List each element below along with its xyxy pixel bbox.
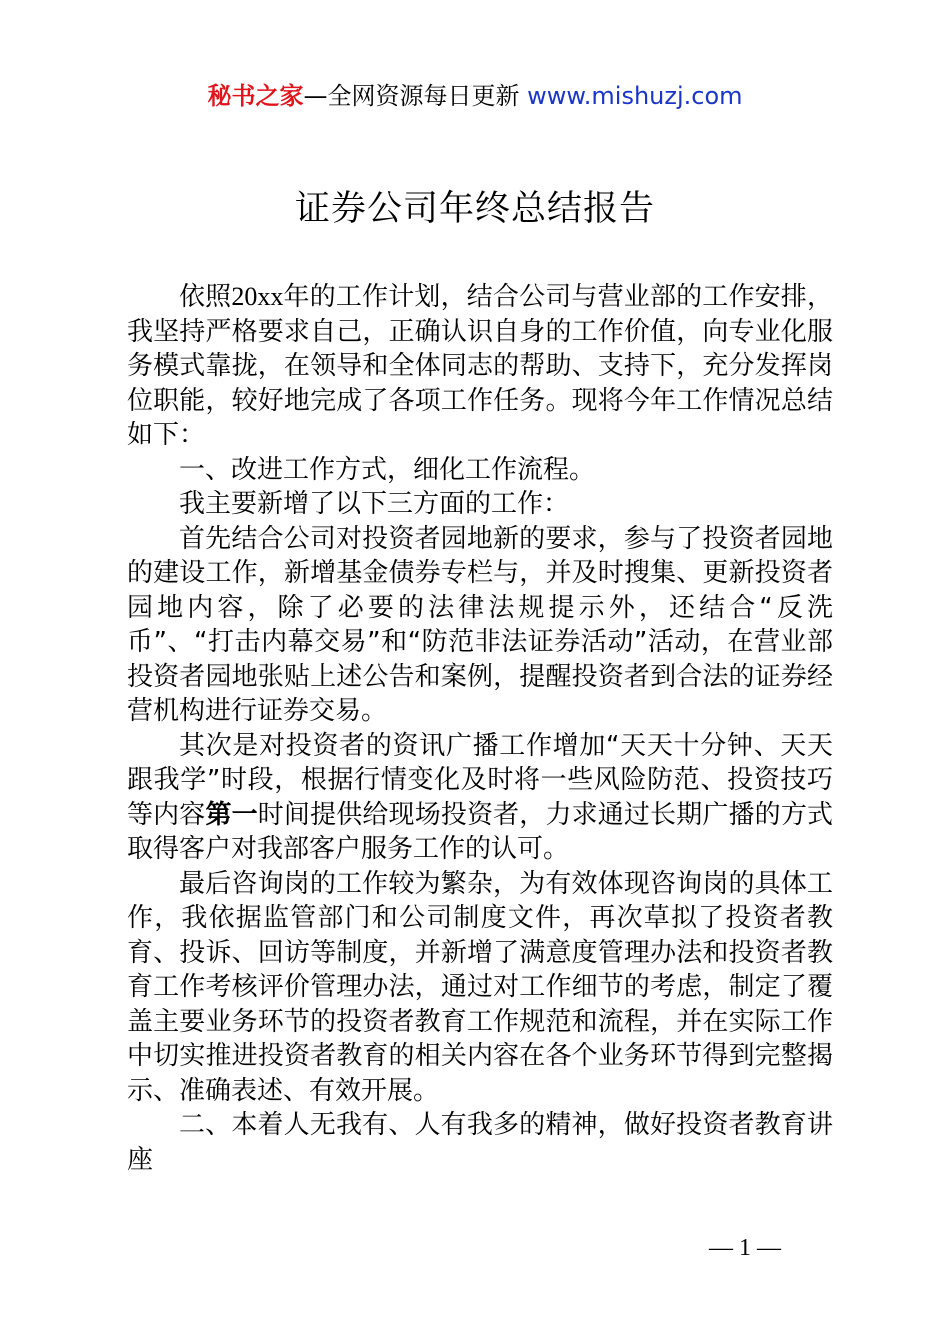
header-slogan: —全网资源每日更新: [303, 82, 520, 110]
site-url-link[interactable]: www.mishuzj.com: [527, 82, 743, 110]
paragraph-first: 首先结合公司对投资者园地新的要求，参与了投资者园地的建设工作，新增基金债券专栏与，并及时搜集、更新投资者园地内容，除了必要的法律法规提示外，还结合“反洗币”、“打击内幕交易”和“防范非法证券活动”活动，在营业部投资者园地张贴上述公告和案例，提醒投资者到合法的证券经营机构进行证券交易。: [127, 523, 833, 726]
intro-year: 20xx: [231, 282, 284, 311]
paragraph-second-after: 时间提供给现场投资者，力求通过长期广播的方式取得客户对我部客户服务工作的认可。: [127, 799, 833, 864]
paragraph-last: 最后咨询岗的工作较为繁杂，为有效体现咨询岗的具体工作，我依据监管部门和公司制度文件，再次草拟了投资者教育、投诉、回访等制度，并新增了满意度管理办法和投资者教育工作考核评价管理办法，通过对工作细节的考虑，制定了覆盖主要业务环节的投资者教育工作规范和流程，并在实际工作中切实推进投资者教育的相关内容在各个业务环节得到完整揭示、准确表述、有效开展。: [127, 868, 833, 1106]
paragraph-second: [127, 729, 833, 867]
paragraph-second-bold: 第一: [205, 799, 258, 830]
intro-rest: 年的工作计划，结合公司与营业部的工作安排，我坚持严格要求自己，正确认识自身的工作价值，向专业化服务模式靠拢，在领导和全体同志的帮助、支持下，充分发挥岗位职能，较好地完成了各项工作任务。现将今年工作情况总结如下：: [127, 282, 833, 450]
site-header: [0, 80, 950, 112]
page-number: — 1 —: [709, 1235, 781, 1261]
section-1-heading: 一、改进工作方式，细化工作流程。: [179, 454, 596, 485]
intro-paragraph: [127, 280, 833, 453]
brand-name: 秘书之家: [207, 82, 304, 110]
document-body: [127, 280, 833, 1177]
section-2-heading: 二、本着人无我有、人有我多的精神，做好投资者教育讲座: [127, 1110, 833, 1175]
section-1-lead: 我主要新增了以下三方面的工作：: [179, 489, 570, 519]
intro-prefix: 依照: [179, 282, 232, 312]
paragraph-second-before: 其次是对投资者的资讯广播工作增加“天天十分钟、天天跟我学”时段，根据行情变化及时将一些风险防范、投资技巧等内容: [127, 730, 833, 830]
document-title: 证券公司年终总结报告: [294, 189, 655, 229]
